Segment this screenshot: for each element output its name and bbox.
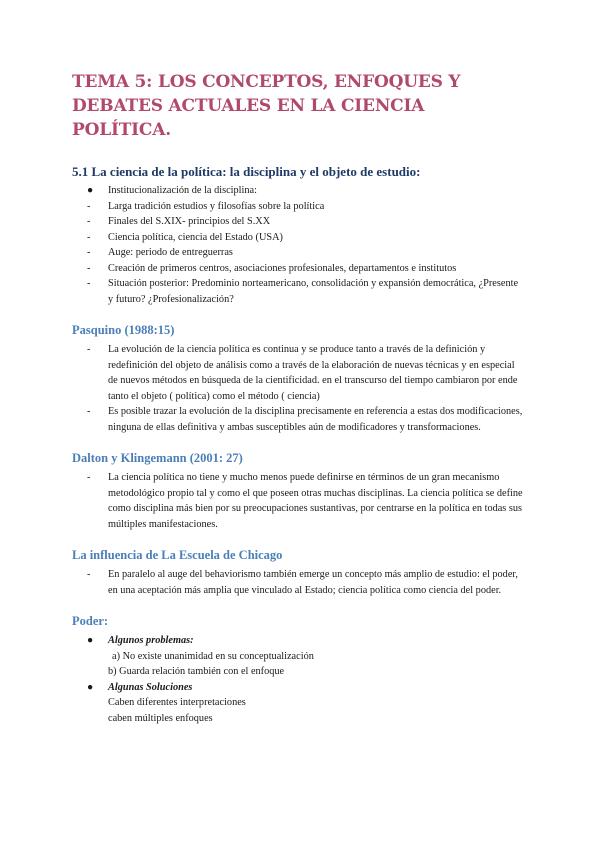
poder-heading: Poder: [72,614,109,628]
bullet-marker: ● [87,635,94,646]
list-item: - Larga tradición estudios y filosofías sobre la política [87,200,325,212]
list-item: - La evolución de la ciencia política es continua y se produce tanto a través de la definición y redefinición del objeto de análisis como a través de la elaboración de nuevas técnicas y en especial de nuevos métodos en búsqueda de la cientificidad. en el transcurso del tiempo cambiaron por ende tanto el objeto ( política) como el método ( ciencia) [87,344,518,402]
dalton-list [72,470,524,532]
list-item [72,680,524,696]
chicago-heading: La influencia de La Escuela de Chicago [72,548,283,562]
list-item: - En paralelo al auge del behaviorismo también emerge un concepto más amplio de estudio: el poder, en una aceptación más amplia que vinculado al Estado; ciencia política como ciencia del poder. [87,569,518,596]
bullet-marker: ● [87,185,94,196]
list-item: - Es posible trazar la evolución de la disciplina precisamente en referencia a estas dos modificaciones, ninguna de ellas definitiva y ambas susceptibles aún de modificadores y transformaciones. [87,406,523,433]
pasquino-list [72,342,524,435]
list-item [72,633,524,649]
list-item: - Auge: periodo de entreguerras [87,247,233,258]
dalton-heading: Dalton y Klingemann (2001: 27) [72,451,243,465]
problems-label: Algunos problemas: [108,635,194,646]
solution-1: Caben diferentes interpretaciones [108,697,246,708]
list-item: - La ciencia política no tiene y mucho menos puede definirse en términos de un gran mecanismo metodológico propio tal y como el que poseen otras muchas disciplinas. La ciencia política se define como disciplina más bien por su preocupaciones sustantivas, por centrarse en la política en todas sus múltiples manifestaciones. [87,472,523,530]
poder-list [72,633,524,649]
problem-b: b) Guarda relación también con el enfoque [108,666,285,677]
document-title: TEMA 5: LOS CONCEPTOS, ENFOQUES Y DEBATES ACTUALES EN LA CIENCIA POLÍTICA. [72,72,461,140]
chicago-list [72,567,524,598]
poder-solutions-list [72,680,524,696]
solution-2: caben múltiples enfoques [108,712,213,724]
list-item: - Situación posterior: Predominio norteamericano, consolidación y expansión democrática, ¿Presente y futuro? ¿Profesionalización? [87,278,519,305]
section-heading: 5.1 La ciencia de la política: la disciplina y el objeto de estudio: [72,164,421,179]
pasquino-heading: Pasquino (1988:15) [72,323,175,337]
list-item: - Creación de primeros centros, asociaciones profesionales, departamentos e institutos [87,262,457,274]
solutions-label: Algunas Soluciones [108,681,193,693]
section-list [72,183,524,307]
list-item: - Ciencia política, ciencia del Estado (USA) [87,231,283,243]
problem-a: a) No existe unanimidad en su conceptualización [112,650,314,662]
bullet-marker: ● [87,681,94,693]
list-item: - Finales del S.XIX- principios del S.XX [87,216,271,227]
list-item: ● Institucionalización de la disciplina: [72,183,524,199]
